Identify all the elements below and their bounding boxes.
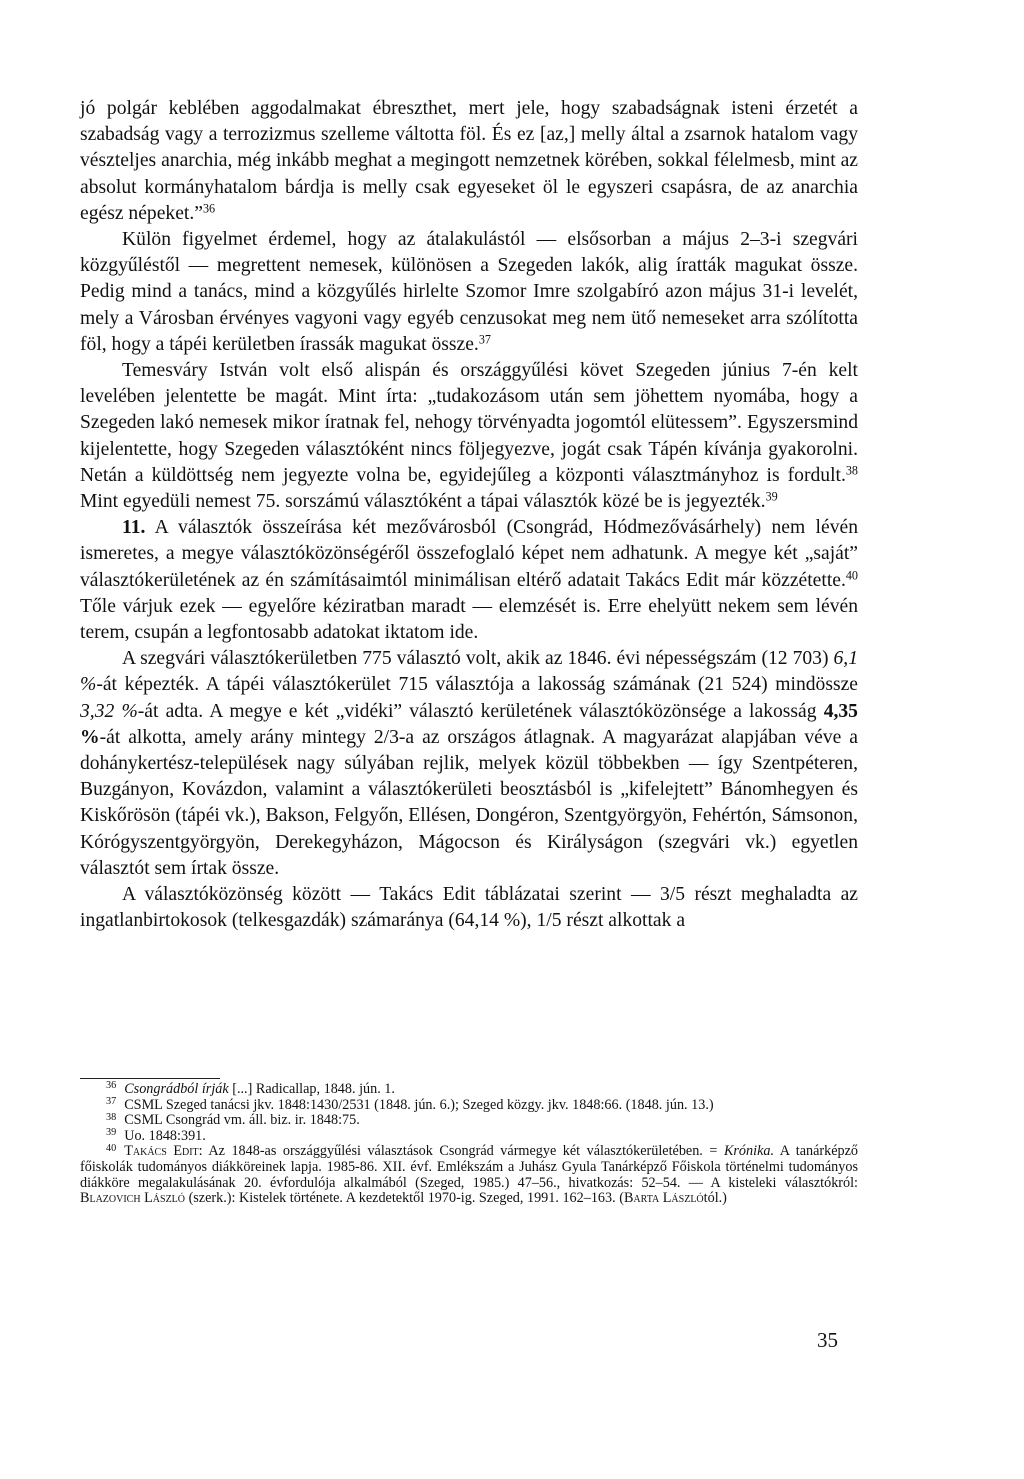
paragraph: Külön figyelmet érdemel, hogy az átalakulástól — elsősorban a május 2–3-i szegvári közgyűléstől — megrettent nemesek, különösen a Szegeden lakók, alig íratták magukat össze. Pedig mind a tanács, mind a közgyűlés hirlelte Szomor Imre szolgabíró azon május 31-i levelét, mely a Városban érvényes vagyoni vagy egyéb cenzusokat meg nem ütő nemeseket arra szólította föl, hogy a tápéi kerületben írassák magukat össze.$^{37}$ [80, 229, 858, 355]
paragraph: jó polgár keblében aggodalmakat ébreszthet, mert jele, hogy szabadságnak isteni érzetét a szabadság vagy a terrozizmus szelleme váltotta föl. És ez [az,] melly által a zsarnok hatalom vagy vészteljes anarchia, még inkább meghat a megingott nemzetnek körében, sokkal félelmesb, mint az absolut kormányhatalom bárdja is melly csak egyeseket öl le egyszeri csapásra, de az anarchia egész népeket.”$^{36}$ [80, 98, 858, 224]
footnote: $^{36}$ Csongrádból írják [...] Radicallap, 1848. jún. 1. [106, 1080, 395, 1097]
section-paragraph: 11. A választók összeírása két mezővárosból (Csongrád, Hódmezővásárhely) nem lévén ismeretes, a megye választóközönségéről összefoglaló képet nem adhatunk. A megye két „saját” választókerületének az én számításaimtól minimálisan eltérő adatait Takács Edit már közzétette.$^{40}$ Tőle várjuk ezek — egyelőre kéziratban maradt — elemzését is. Erre ehelyütt nekem sem lévén terem, csupán a legfontosabb adatokat iktatom ide. [80, 517, 858, 644]
paragraph: Temesváry István volt első alispán és országgyűlési követ Szegeden június 7-én kelt levelében jelentette be magát. Mint írta: „tudakozásom után sem jöhettem nyomába, hogy a Szegeden lakó nemesek mikor íratnak fel, nehogy törvényadta jogomtól elütessem”. Egyszersmind kijelentette, hogy Szegeden választóként nincs följegyezve, jogát csak Tápén kívánja gyakorolni. Netán a küldöttség nem jegyezte volna be, egyidejűleg a központi választmányhoz is fordult.$^{38}$ Mint egyedüli nemest 75. sorszámú választóként a tápai választók közé be is jegyezték.$^{39}$ [80, 360, 858, 513]
paragraph: A választóközönség között — Takács Edit táblázatai szerint — 3/5 részt meghaladta az ingatlanbirtokosok (telkesgazdák) számaránya (64,14 %), 1/5 részt alkottak a [80, 884, 858, 932]
footnote: $^{38}$ CSML Csongrád vm. áll. biz. ir. 1848:75. [106, 1111, 360, 1129]
percent-value: 3,32 % [80, 700, 138, 722]
percent-value: 6,1 % [80, 648, 858, 696]
paragraph: A szegvári választókerületben 775 választó volt, akik az 1846. évi népességszám (12 703) 6,1 %-át képezték. A tápéi választókerület 715 választója a lakosság számának (21 524) mindössze 3,32 %-át adta. A megye e két „vidéki” választó kerületének választóközönsége a lakosság 4,35 %-át alkotta, amely arány mintegy 2/3-a az országos átlagnak. A magyarázat alapjában véve a dohánykertész-települések nagy súlyában rejlik, melyek közül többekben — így Szentpéteren, Buzgányon, Kovázdon, valamint a választókerületi beosztásból is „kifelejtett” Bánomhegyen és Kiskőrösön (tápéi vk.), Bakson, Felgyőn, Ellésen, Dongéron, Szentgyörgyön, Fehértón, Sámsonon, Kórógyszentgyörgyön, Derekegyházon, Mágocson és Királyságon (szegvári vk.) egyetlen választót sem írtak össze. [80, 648, 858, 879]
footnote-ref[interactable]: 38 [845, 463, 858, 478]
footnotes [80, 1082, 858, 1207]
footnote-ref[interactable]: 36 [202, 201, 216, 216]
section-number: 11. [122, 517, 146, 539]
main-text [80, 96, 858, 935]
footnote-ref[interactable]: 37 [478, 332, 491, 347]
footnote: $^{40}$ Takács Edit: Az 1848-as országgyűlési választások Csongrád vármegye két választókerületében. = Krónika. A tanárképző főiskolák tudományos diákköreinek lapja. 1985-86. XII. évf. Emlékszám a Juhász Gyula Tanárképző Főiskola történelmi tudományos diákköre megalakulásának 20. évfordulója alkalmából (Szeged, 1985.) 47–56., hivatkozás: 52–54. — A kisteleki választókról: Blazovich László (szerk.): Kistelek története. A kezdetektől 1970-ig. Szeged, 1991. 162–163. (Barta Lászlótól.) [80, 1142, 859, 1207]
author-name: Barta László [623, 1190, 704, 1207]
footnote: $^{37}$ CSML Szeged tanácsi jkv. 1848:1430/2531 (1848. jún. 6.); Szeged közgy. jkv. 1848:66. (1848. jún. 13.) [106, 1096, 714, 1113]
author-name: Blazovich László [80, 1190, 186, 1207]
footnote-ref[interactable]: 39 [765, 489, 778, 504]
footnote-ref[interactable]: 40 [845, 567, 858, 582]
footnote: $^{39}$ Uo. 1848:391. [106, 1127, 206, 1144]
percent-value: 4,35 % [80, 700, 858, 748]
footnote-divider [80, 1078, 220, 1079]
author-name: Takács Edit [124, 1143, 199, 1160]
page-number: 35 [817, 1328, 838, 1352]
